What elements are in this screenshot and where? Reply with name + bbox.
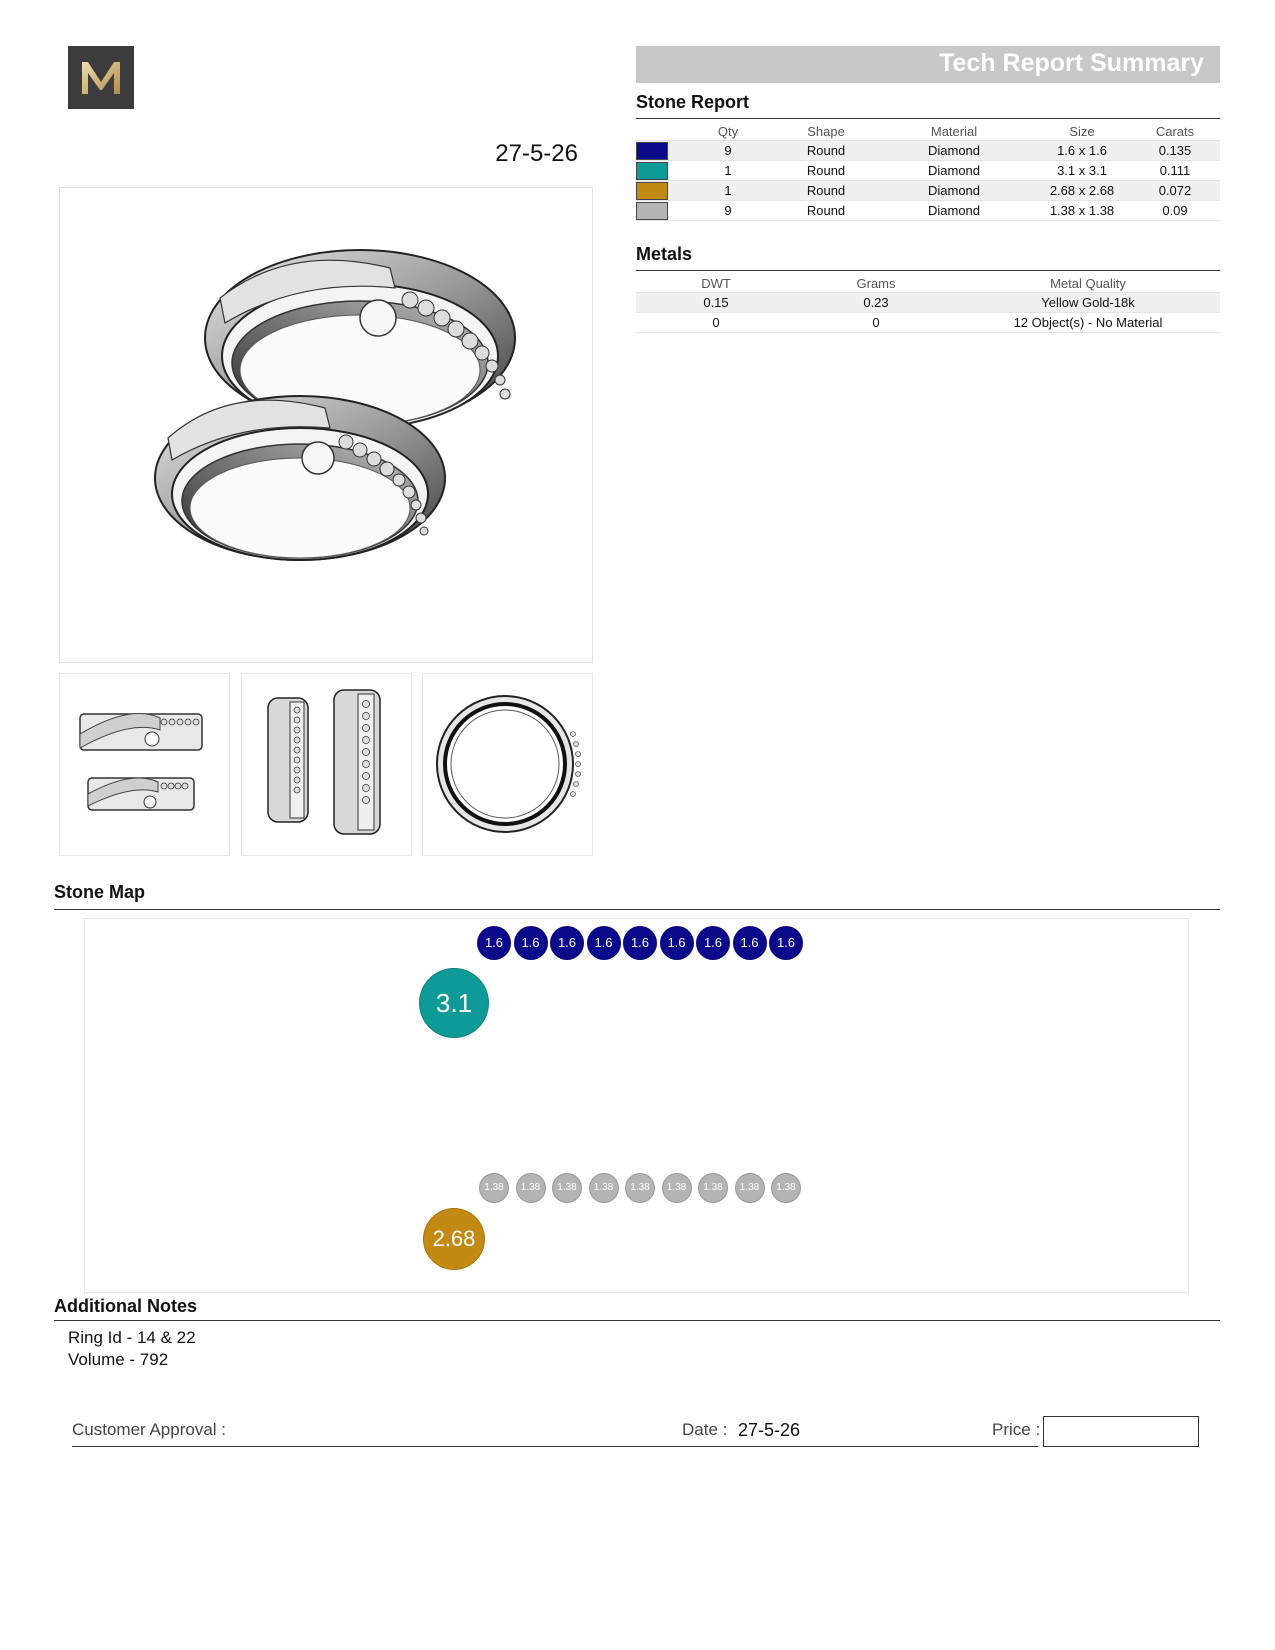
price-label: Price : (992, 1420, 1041, 1439)
grams-cell: 0.23 (796, 293, 956, 313)
table-row (636, 161, 1220, 181)
date-value: 27-5-26 (738, 1420, 801, 1440)
report-title: Tech Report Summary (939, 49, 1204, 77)
stone-report-table (636, 122, 1220, 221)
carats-cell: 0.111 (1130, 161, 1220, 181)
qty-cell: 1 (678, 181, 778, 201)
shape-cell: Round (778, 181, 874, 201)
material-cell: Diamond (874, 201, 1034, 221)
carats-cell: 0.09 (1130, 201, 1220, 221)
stone-marker-1-38: 1.38 (735, 1173, 765, 1203)
stone-table-header (636, 122, 1220, 141)
stone-marker-1-6: 1.6 (477, 926, 511, 960)
stone-marker-1-6: 1.6 (769, 926, 803, 960)
lower-ring (155, 396, 445, 560)
material-cell: Diamond (874, 161, 1034, 181)
stone-marker-1-6: 1.6 (696, 926, 730, 960)
column-header: Material (930, 123, 978, 139)
qty-cell: 1 (678, 161, 778, 181)
carats-cell: 0.072 (1130, 181, 1220, 201)
stone-marker-1-38: 1.38 (662, 1173, 692, 1203)
color-swatch (636, 162, 668, 180)
stone-marker-1-6: 1.6 (550, 926, 584, 960)
column-header: Grams (856, 275, 896, 291)
size-cell: 1.6 x 1.6 (1034, 141, 1130, 161)
note-line: Ring Id - 14 & 22 (68, 1328, 196, 1347)
stone-report-title: Stone Report (636, 92, 750, 112)
column-header: DWT (701, 275, 731, 291)
stone-map-canvas (84, 918, 1189, 1293)
metal-quality-cell: Yellow Gold-18k (956, 293, 1220, 313)
table-row (636, 293, 1220, 313)
divider (636, 270, 1220, 271)
column-header: Shape (807, 123, 845, 139)
metal-quality-cell: 12 Object(s) - No Material (956, 313, 1220, 333)
divider (636, 118, 1220, 119)
grams-cell: 0 (796, 313, 956, 333)
qty-cell: 9 (678, 201, 778, 221)
qty-cell: 9 (678, 141, 778, 161)
stone-marker-1-38: 1.38 (516, 1173, 546, 1203)
thumbnail-top-view (422, 673, 593, 856)
thumbnail-front-view (59, 673, 230, 856)
price-input-box[interactable] (1043, 1416, 1199, 1447)
reference-date: 27-5-26 (495, 140, 578, 167)
size-cell: 2.68 x 2.68 (1034, 181, 1130, 201)
table-row (636, 201, 1220, 221)
material-cell: Diamond (874, 141, 1034, 161)
divider (54, 1320, 1220, 1321)
divider (54, 909, 1220, 910)
company-logo (68, 46, 134, 109)
approval-signature-line[interactable] (72, 1446, 1038, 1447)
color-swatch (636, 202, 668, 220)
stone-marker-1-6: 1.6 (660, 926, 694, 960)
stone-marker-3-1: 3.1 (419, 968, 489, 1038)
carats-cell: 0.135 (1130, 141, 1220, 161)
stone-marker-1-38: 1.38 (771, 1173, 801, 1203)
column-header: Size (1069, 123, 1095, 139)
dwt-cell: 0 (636, 313, 796, 333)
shape-cell: Round (778, 161, 874, 181)
material-cell: Diamond (874, 181, 1034, 201)
shape-cell: Round (778, 201, 874, 221)
additional-notes-title: Additional Notes (54, 1296, 197, 1316)
column-header: Metal Quality (1050, 275, 1126, 291)
stone-map-title: Stone Map (54, 882, 146, 902)
color-swatch (636, 182, 668, 200)
dwt-cell: 0.15 (636, 293, 796, 313)
stone-marker-1-6: 1.6 (514, 926, 548, 960)
date-label: Date : (682, 1420, 728, 1439)
table-row (636, 313, 1220, 333)
report-title-bar (636, 46, 1220, 83)
color-swatch (636, 142, 668, 160)
stone-marker-1-38: 1.38 (625, 1173, 655, 1203)
metals-title: Metals (636, 244, 693, 264)
column-header: Qty (717, 123, 739, 139)
stone-marker-1-6: 1.6 (587, 926, 621, 960)
table-row (636, 141, 1220, 161)
stone-marker-1-6: 1.6 (733, 926, 767, 960)
size-cell: 1.38 x 1.38 (1034, 201, 1130, 221)
stone-marker-1-6: 1.6 (623, 926, 657, 960)
size-cell: 3.1 x 3.1 (1034, 161, 1130, 181)
note-line: Volume - 792 (68, 1350, 169, 1369)
thumbnail-side-view (241, 673, 412, 856)
shape-cell: Round (778, 141, 874, 161)
ring-render-main (59, 187, 593, 663)
stone-marker-1-38: 1.38 (479, 1173, 509, 1203)
stone-marker-1-38: 1.38 (552, 1173, 582, 1203)
table-row (636, 181, 1220, 201)
stone-marker-1-38: 1.38 (589, 1173, 619, 1203)
column-header (636, 122, 678, 141)
stone-marker-1-38: 1.38 (698, 1173, 728, 1203)
customer-approval-label: Customer Approval : (72, 1420, 227, 1439)
stone-marker-2-68: 2.68 (423, 1208, 485, 1270)
column-header: Carats (1155, 123, 1195, 139)
metals-table (636, 274, 1220, 333)
metals-table-header (636, 274, 1220, 293)
